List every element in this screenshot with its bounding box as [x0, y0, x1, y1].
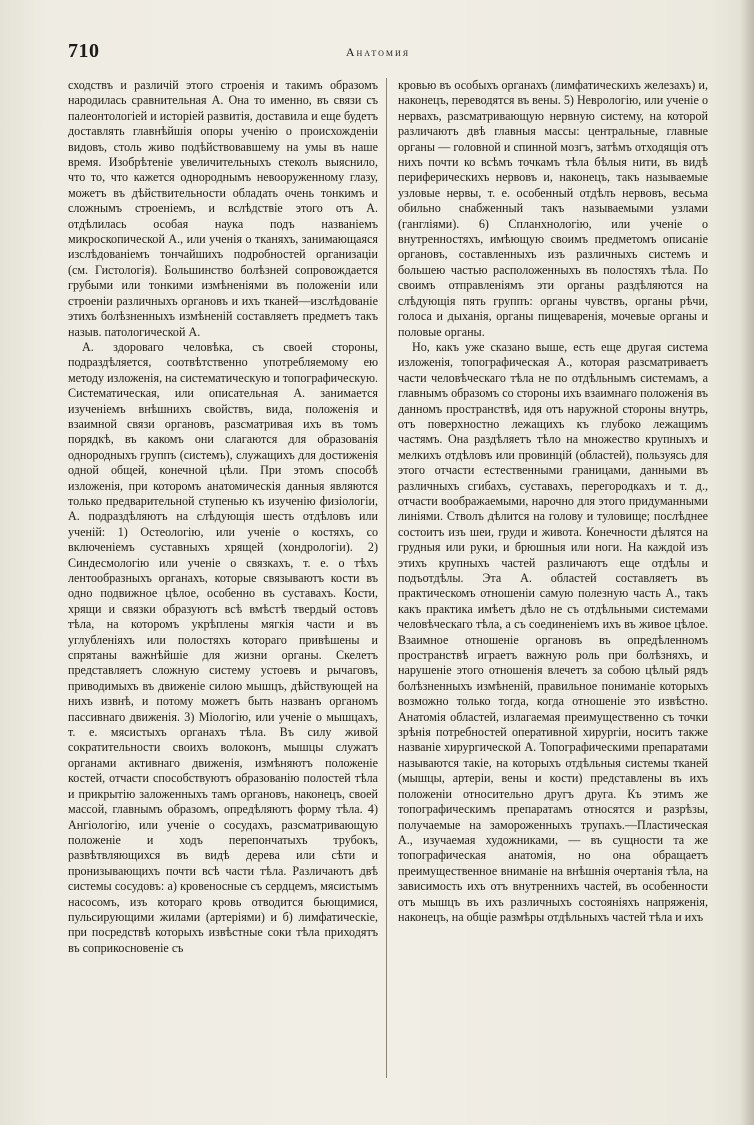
paragraph: кровью въ особыхъ органахъ (лимфатическихъ железахъ) и, наконецъ, переводятся въ вены. 5) Неврологію, или ученіе о нервахъ, разсматривающую нервную систему, на которой различаютъ двѣ главныя массы: центральные, главные органы — головной и спинной мозгъ, затѣмъ отходящія отъ нихъ почти ко всѣмъ точкамъ тѣла бѣлыя нити, въ видѣ периферическихъ нервовъ и, наконецъ, такъ называемые узловые нервы, т. е. особенный отдѣлъ нервовъ, весьма обильно снабженный такъ называемыми узлами (ганглiями). 6) Спланхнологію, или ученіе о внутренностяхъ, имѣющую своимъ предметомъ описаніе органовъ, составленныхъ изъ различныхъ системъ и большею частью расположенныхъ въ полостяхъ тѣла. По своимъ отправленіямъ эти органы раздѣляются на слѣдующія пять группъ: органы чувствъ, органы рѣчи, голоса и дыханія, органы пищеваренія, мочевые органы и половые органы.: [398, 78, 708, 339]
column-divider: [386, 78, 387, 1078]
page-number: 710: [68, 40, 100, 62]
paragraph: А. здороваго человѣка, съ своей стороны, подраздѣляется, соотвѣтственно употребляемому ею методу изложенія, на систематическую и топографическую. Систематическая, или описательная А. занимается изученіемъ внѣшнихъ свойствъ, вида, положенія и взаимной связи органовъ, разсматривая ихъ въ томъ порядкѣ, въ какомъ они слагаются для образованія однородныхъ группъ (системъ), служащихъ для достиженія одной общей, конечной цѣли. При этомъ способѣ изложенія, при которомъ анатомическія данныя являются только предварительной ступенью къ изученію физіологіи, А. подраздѣляютъ на слѣдующія шесть отдѣловъ или ученій: 1) Остеологію, или ученіе о костяхъ, со включеніемъ суставныхъ хрящей (хондрологіи). 2) Синдесмологію или ученіе о связкахъ, т. е. о тѣхъ лентообразныхъ органахъ, которые связываютъ кости въ одно подвижное цѣлое, особенно въ суставахъ. Кости, хрящи и связки образуютъ всѣ вмѣстѣ твердый остовъ тѣла, на которомъ укрѣплены мягкія части и въ углубленіяхъ или полостяхъ котораго привѣшены и спрятаны важнѣйшіе для жизни органы. Скелетъ представляетъ сложную систему устоевъ и рычаговъ, приводимыхъ въ движеніе силою мышцъ, дѣйствующей на нихъ извнѣ, и потому можетъ быть названъ органомъ пассивнаго движенія. 3) Міологію, или ученіе о мышцахъ, т. е. мясистыхъ органахъ тѣла. Въ силу живой сократительности своихъ волоконъ, мышцы служатъ органами активнаго движенія, измѣняютъ положеніе костей, отчасти способствуютъ образованію полостей тѣла и прикрытію заложенныхъ тамъ органовъ, наконецъ, своей массой, главнымъ образомъ, опредѣляютъ форму тѣла. 4) Ангіологію, или ученіе о сосудахъ, разсматривающую положеніе и ходъ перепончатыхъ трубокъ, развѣтвляющихся въ видѣ дерева или сѣти и пронизывающихъ почти всѣ части тѣла. Различаютъ двѣ системы сосудовъ: а) кровеносные съ сердцемъ, мясистымъ насосомъ, изъ котораго кровь отводится бьющимися, пульсирующими жилами (артеріями) и б) лимфатическіе, при посредствѣ которыхъ извѣстные соки тѣла приходятъ въ соприкосновеніе съ: [68, 339, 378, 955]
page-edge-shadow: [740, 0, 754, 1125]
paragraph: Но, какъ уже сказано выше, есть еще другая система изложенія, топографическая А., которая разсматриваетъ части человѣческаго тѣла не по отдѣльнымъ системамъ, а главнымъ образомъ со стороны ихъ взаимнаго положенія въ данномъ пространствѣ, идя отъ наружной стороны внутрь, отъ поверхностно лежащихъ къ глубоко лежащимъ частямъ. Она раздѣляетъ тѣло на множество крупныхъ и мелкихъ отдѣловъ или провинцій (областей), пользуясь для этого отчасти естественными границами, данными въ различныхъ сгибахъ, суставахъ, перегородкахъ и т. д., отчасти воображаемыми, нарочно для этого придуманными линіями. Стволъ дѣлится на голову и туловище; послѣднее состоитъ изъ шеи, груди и живота. Конечности дѣлятся на грудныя или руки, и брюшныя или ноги. На каждой изъ этихъ крупныхъ частей различаютъ еще отдѣлы и подъотдѣлы. Эта А. областей составляетъ въ практическомъ отношеніи самую полезную часть А., такъ какъ практика имѣетъ дѣло не съ отдѣльными системами человѣческаго тѣла, а съ соединеніемъ ихъ въ живое цѣлое. Взаимное отношеніе органовъ въ опредѣленномъ пространствѣ играетъ важную роль при болѣзняхъ, и нарушеніе этого отношенія влечетъ за собою цѣлый рядъ болѣзненныхъ измѣненій, правильное пониманіе которыхъ возможно только тогда, когда отношеніе это извѣстно. Анатомія областей, излагаемая преимущественно съ точки зрѣнія потребностей оперативной хирургіи, носитъ также названіе хирургической А. Топографическими препаратами называются такіе, на которыхъ отдѣльныя системы тканей (мышцы, артеріи, вены и кости) представлены въ ихъ положеніи относительно другъ друга. Къ этимъ же топографическимъ препаратамъ относятся и разрѣзы, получаемые на замороженныхъ трупахъ.—Пластическая А., изучаемая художниками, — въ сущности та же топографическая анатомія, но она обращаетъ преимущественное вниманіе на внѣшнія очертанія тѣла, на зависимость ихъ отъ внутреннихъ частей, въ особенности отъ мышцъ въ ихъ различныхъ состояніяхъ напряженія, наконецъ, на общіе размѣры отдѣльныхъ частей тѣла и ихъ: [398, 339, 708, 924]
paragraph: сходствъ и различій этого строенія и такимъ образомъ народилась сравнительная А. Она то именно, въ связи съ палеонтологіей и исторіей развитія, доставила и еще будетъ доставлять главнѣйшія опоры ученію о происхожденіи видовъ, столь живо подѣйствовавшему на умы въ наше время. Изобрѣтеніе увеличительныхъ стеколъ выяснило, что то, что кажется однороднымъ невооруженному глазу, можетъ въ дѣйствительности обладать очень тонкимъ и сложнымъ строеніемъ, и вслѣдствіе этого отъ А. отдѣлилась особая наука подъ названіемъ микроскопической А., или ученія о тканяхъ, занимающаяся изслѣдованіемъ тончайшихъ подробностей организаціи (см. Гистологія). Большинство болѣзней сопровождается грубыми или тонкими измѣненіями въ положеніи или строеніи различныхъ органовъ и ихъ тканей—изслѣдованіе этихъ болѣзненныхъ измѣненій составляетъ предметъ такъ назыв. патологической А.: [68, 78, 378, 339]
text-column-right: [398, 78, 708, 1088]
text-column-left: [68, 78, 378, 1088]
page-header: [68, 40, 688, 64]
running-title: Анатомия: [345, 45, 411, 59]
